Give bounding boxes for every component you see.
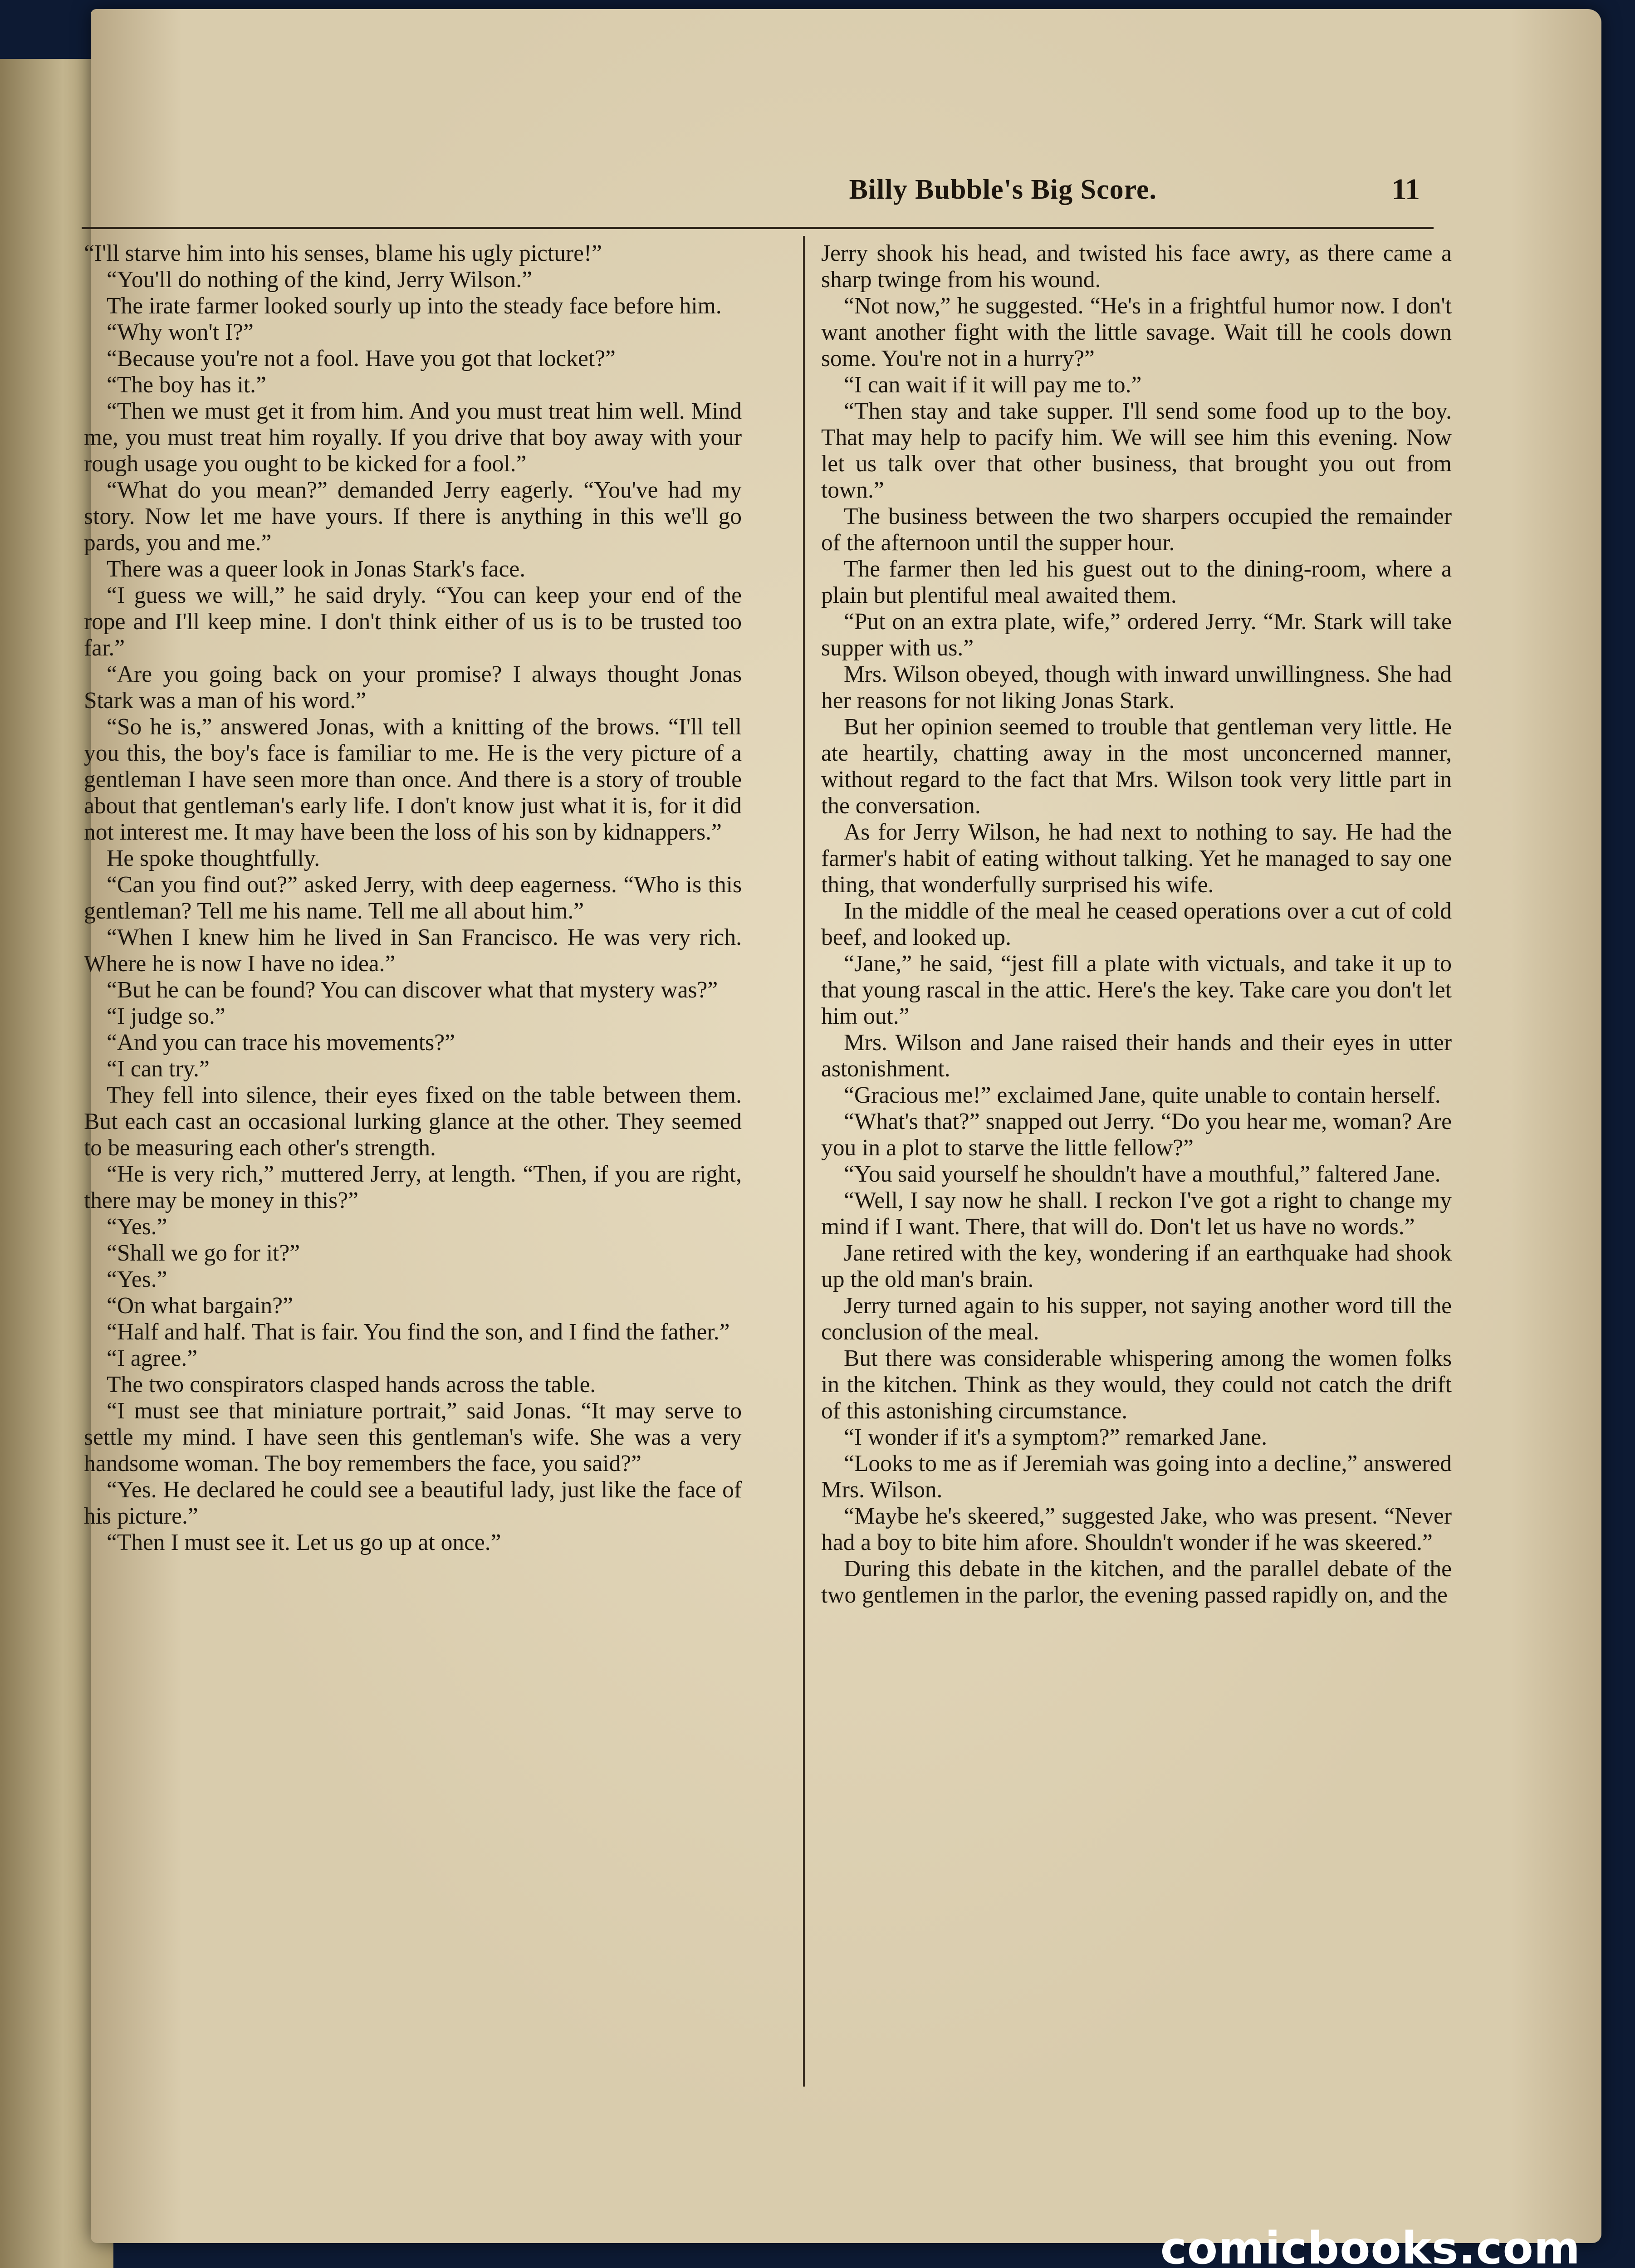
right-column: [821, 240, 1452, 2177]
paragraph: “Gracious me!” exclaimed Jane, quite unable to contain herself.: [844, 1082, 1441, 1108]
paragraph: “Can you find out?” asked Jerry, with deep eagerness. “Who is this gentleman? Tell me his name. Tell me all about him.”: [84, 872, 742, 924]
paragraph: “Then we must get it from him. And you must treat him well. Mind me, you must treat him royally. If you drive that boy away with your rough usage you ought to be kicked for a fool.”: [84, 398, 742, 477]
page-number: 11: [1391, 173, 1420, 206]
paragraph: The irate farmer looked sourly up into the steady face before him.: [107, 293, 722, 319]
paragraph: Mrs. Wilson and Jane raised their hands and their eyes in utter astonishment.: [821, 1030, 1452, 1082]
paragraph: “What do you mean?” demanded Jerry eagerly. “You've had my story. Now let me have yours. If there is anything in this we'll go pards, you and me.”: [84, 477, 742, 556]
paragraph: He spoke thoughtfully.: [107, 846, 320, 871]
paragraph: “Maybe he's skeered,” suggested Jake, who was present. “Never had a boy to bite him afore. Shouldn't wonder if he was skeered.”: [821, 1503, 1452, 1555]
paragraph: During this debate in the kitchen, and the parallel debate of the two gentlemen in the parlor, the evening passed rapidly on, and the: [821, 1556, 1452, 1608]
paragraph: Jerry shook his head, and twisted his face awry, as there came a sharp twinge from his wound.: [821, 240, 1452, 293]
paragraph: The two conspirators clasped hands across the table.: [107, 1372, 596, 1398]
paragraph: “I can wait if it will pay me to.”: [844, 372, 1142, 398]
paragraph: “Yes.”: [107, 1214, 167, 1240]
paragraph: “I agree.”: [107, 1345, 198, 1371]
paragraph: “So he is,” answered Jonas, with a knitting of the brows. “I'll tell you this, the boy's face is familiar to me. He is the very picture of a gentleman I have seen more than once. And there is a story of trouble about that gentleman's early life. I don't know just what it is, for it did not interest me. It may have been the loss of his son by kidnappers.”: [84, 714, 742, 845]
watermark: comicbooks.com: [1160, 2223, 1581, 2268]
header-rule: [82, 227, 1434, 229]
paragraph: “I wonder if it's a symptom?” remarked Jane.: [844, 1424, 1268, 1450]
paragraph: “Looks to me as if Jeremiah was going into a decline,” answered Mrs. Wilson.: [821, 1451, 1452, 1503]
paragraph: “Because you're not a fool. Have you got that locket?”: [107, 346, 616, 371]
paragraph: “And you can trace his movements?”: [107, 1030, 455, 1056]
paragraph: “Are you going back on your promise? I always thought Jonas Stark was a man of his word.”: [84, 661, 742, 714]
running-title: Billy Bubble's Big Score.: [849, 174, 1157, 205]
paragraph: “Then stay and take supper. I'll send some food up to the boy. That may help to pacify him. We will see him this evening. Now let us talk over that other business, that brought you out from town.”: [821, 398, 1452, 503]
paragraph: “Well, I say now he shall. I reckon I've got a right to change my mind if I want. There, that will do. Don't let us have no words.”: [821, 1188, 1452, 1240]
paragraph: “I can try.”: [107, 1056, 210, 1082]
paragraph: “I must see that miniature portrait,” said Jonas. “It may serve to settle my mind. I have seen this gentleman's wife. She was a very handsome woman. The boy remembers the face, you said?”: [84, 1398, 742, 1476]
paragraph: “Yes. He declared he could see a beautiful lady, just like the face of his picture.”: [84, 1477, 742, 1529]
paragraph: The farmer then led his guest out to the dining-room, where a plain but plentiful meal awaited them.: [821, 556, 1452, 608]
paragraph: “I guess we will,” he said dryly. “You can keep your end of the rope and I'll keep mine. I don't think either of us is to be trusted too far.”: [84, 582, 742, 661]
paragraph: But there was considerable whispering among the women folks in the kitchen. Think as they would, they could not catch the drift of this astonishing circumstance.: [821, 1345, 1452, 1424]
paragraph: “You'll do nothing of the kind, Jerry Wilson.”: [107, 267, 532, 293]
paragraph: As for Jerry Wilson, he had next to nothing to say. He had the farmer's habit of eating without talking. Yet he managed to say one thing, that wonderfully surprised his wife.: [821, 819, 1452, 898]
paragraph: “He is very rich,” muttered Jerry, at length. “Then, if you are right, there may be money in this?”: [84, 1161, 742, 1213]
paragraph: Jerry turned again to his supper, not saying another word till the conclusion of the meal.: [821, 1293, 1452, 1345]
page-header: [68, 162, 1420, 217]
paragraph: “Shall we go for it?”: [107, 1240, 300, 1266]
paragraph: “What's that?” snapped out Jerry. “Do you hear me, woman? Are you in a plot to starve the little fellow?”: [821, 1109, 1452, 1161]
paragraph: “Not now,” he suggested. “He's in a frightful humor now. I don't want another fight with the little savage. Wait till he cools down some. You're not in a hurry?”: [821, 293, 1452, 371]
paragraph: “Yes.”: [107, 1266, 167, 1292]
paragraph: “I judge so.”: [107, 1003, 225, 1029]
paragraph: “Then I must see it. Let us go up at once.”: [107, 1530, 501, 1555]
paragraph: “On what bargain?”: [107, 1293, 293, 1319]
column-divider: [803, 236, 805, 2087]
paragraph: “Why won't I?”: [107, 319, 254, 345]
paragraph: “Jane,” he said, “jest fill a plate with victuals, and take it up to that young rascal in the attic. Here's the key. Take care you don't let him out.”: [821, 951, 1452, 1029]
paragraph: “The boy has it.”: [107, 372, 266, 398]
paragraph: There was a queer look in Jonas Stark's face.: [107, 556, 526, 582]
paragraph: “Put on an extra plate, wife,” ordered Jerry. “Mr. Stark will take supper with us.”: [821, 609, 1452, 661]
paragraph: They fell into silence, their eyes fixed on the table between them. But each cast an occasional lurking glance at the other. They seemed to be measuring each other's strength.: [84, 1082, 742, 1161]
paragraph: The business between the two sharpers occupied the remainder of the afternoon until the supper hour.: [821, 503, 1452, 556]
paragraph: “When I knew him he lived in San Francisco. He was very rich. Where he is now I have no idea.”: [84, 924, 742, 977]
paragraph: Jane retired with the key, wondering if an earthquake had shook up the old man's brain.: [821, 1240, 1452, 1292]
left-column: [84, 240, 742, 2177]
paragraph: “You said yourself he shouldn't have a mouthful,” faltered Jane.: [844, 1161, 1441, 1187]
paragraph: “Half and half. That is fair. You find the son, and I find the father.”: [107, 1319, 730, 1345]
paragraph: In the middle of the meal he ceased operations over a cut of cold beef, and looked up.: [821, 898, 1452, 950]
paragraph: “But he can be found? You can discover what that mystery was?”: [107, 977, 718, 1003]
paragraph: Mrs. Wilson obeyed, though with inward unwillingness. She had her reasons for not liking Jonas Stark.: [821, 661, 1452, 714]
paragraph: But her opinion seemed to trouble that gentleman very little. He ate heartily, chatting away in the most unconcerned manner, without regard to the fact that Mrs. Wilson took very little part in the conversation.: [821, 714, 1452, 819]
paragraph: “I'll starve him into his senses, blame his ugly picture!”: [84, 240, 602, 266]
